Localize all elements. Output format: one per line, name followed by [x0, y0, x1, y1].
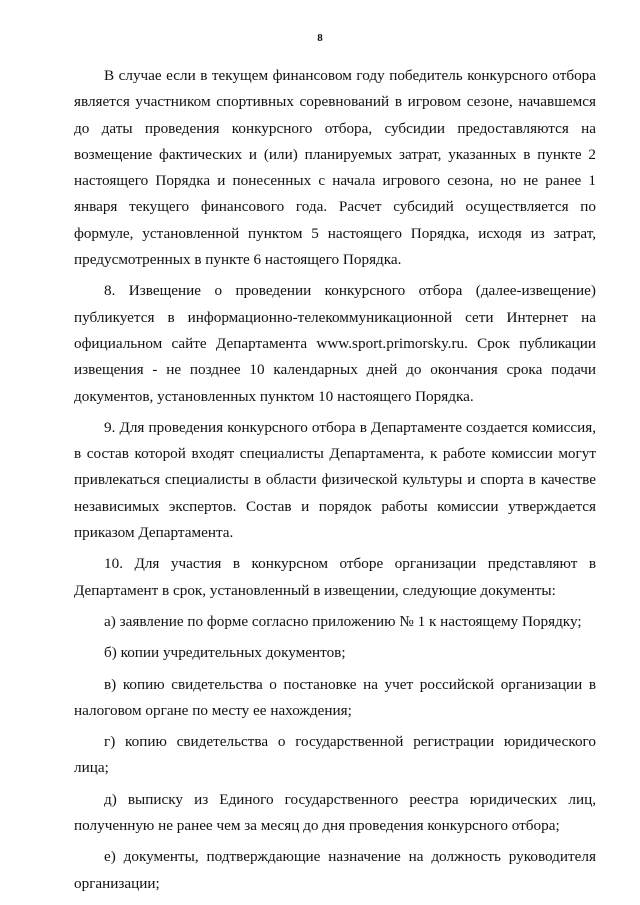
list-item-v: в) копию свидетельства о постановке на учет российской организации в налоговом органе по месту ее нахождения;	[74, 675, 596, 719]
list-item-e: е) документы, подтверждающие назначение на должность руководителя организации;	[74, 848, 596, 892]
list-item-a: а) заявление по форме согласно приложению № 1 к настоящему Порядку;	[104, 612, 582, 630]
page-number: 8	[317, 32, 323, 44]
list-item-d: д) выписку из Единого государственного реестра юридических лиц, полученную не ранее чем за месяц до дня проведения конкурсного отбора;	[74, 790, 596, 835]
paragraph-subsidy-season: В случае если в текущем финансовом году победитель конкурсного отбора является участником спортивных соревнований в игровом сезоне, начавшемся до даты проведения конкурсного отбора, субсидии предоставляются на возмещение фактических и (или) планируемых затрат, указанных в пункте 2 настоящего Порядка и понесенных с начала игрового сезона, но не ранее 1 января текущего финансового года. Расчет субсидий осуществляется по формуле, установленной пунктом 5 настоящего Порядка, исходя из затрат, предусмотренных в пункте 6 настоящего Порядка.	[74, 67, 596, 269]
paragraph-8-notice: 8. Извещение о проведении конкурсного отбора (далее-извещение) публикуется в информационно-телекоммуникационной сети Интернет на официальном сайте Департамента www.sport.primorsky.ru. Срок публикации извещения - не позднее 10 календарных дней до окончания срока подачи документов, установленных пунктом 10 настоящего Порядка.	[74, 282, 596, 405]
paragraph-9-commission: 9. Для проведения конкурсного отбора в Департаменте создается комиссия, в состав которой входят специалисты Департамента, к работе комиссии могут привлекаться специалисты в области физической культуры и спорта в качестве независимых экспертов. Состав и порядок работы комиссии утверждается приказом Департамента.	[74, 418, 596, 542]
list-item-b: б) копии учредительных документов;	[104, 644, 346, 662]
paragraph-10-documents: 10. Для участия в конкурсном отборе организации представляют в Департамент в срок, установленный в извещении, следующие документы:	[74, 555, 596, 599]
document-body	[74, 63, 596, 897]
list-item-g: г) копию свидетельства о государственной регистрации юридического лица;	[74, 733, 596, 777]
